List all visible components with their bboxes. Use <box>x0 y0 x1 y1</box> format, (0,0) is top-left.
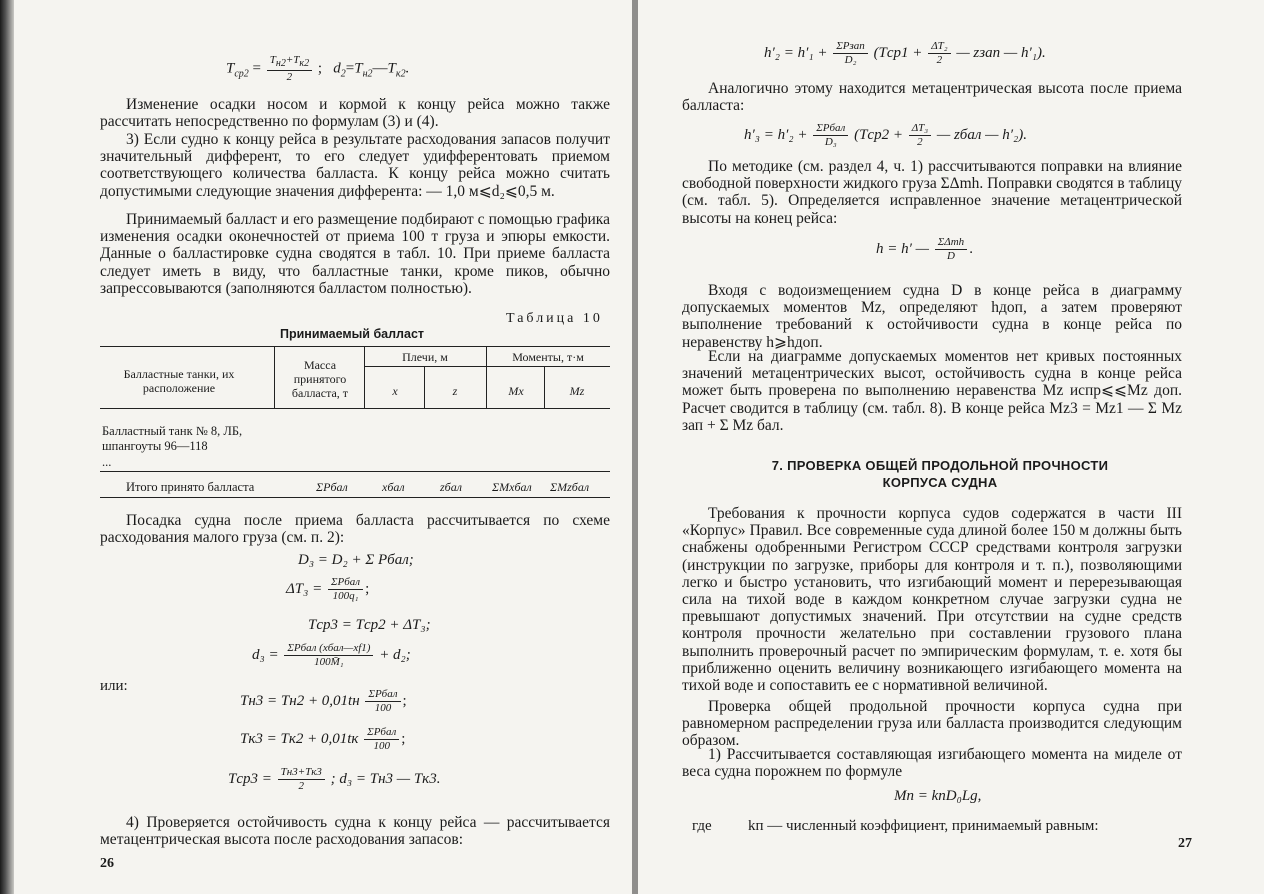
equation: h′₂ = h′₁ + $\frac{\text{ΣPзап}}{\text{D₂}}$ (Tср1 + $\frac{\text{ΔT₂}}{2}$ — zзап — h′₁). <box>764 40 1046 66</box>
table-row: Балластный танк № 8, ЛБ, шпангоуты 96—118 <box>102 424 243 453</box>
page-number: 27 <box>1178 836 1192 851</box>
equation: h′₃ = h′₂ + $\frac{\text{ΣPбал}}{\text{D₃}}$ (Tср2 + $\frac{\text{ΔT₃}}{2}$ — zбал — h′₂). <box>744 122 1027 148</box>
left-page <box>14 0 632 894</box>
table-label: Таблица 10 <box>506 311 603 326</box>
where-label: где <box>692 818 712 834</box>
table-total-cell: zбал <box>440 480 462 494</box>
equation: h = h′ — $\frac{\text{ΣΔmh}}{D}$ . <box>876 236 973 262</box>
paragraph: 4) Проверяется остойчивость судна к концу рейса — рассчитывается метацентрическая высота после расходования запасов: <box>100 814 610 849</box>
paragraph: Требования к прочности корпуса судов содержатся в части III «Корпус» Правил. Все современные суда длиной более 150 м должны быть снабжены одобренными Регистром СССР средствами контроля загрузки (инструкции по загрузке, приборы для контроля и т. п.), позволяющими легко и быстро установить, что изгибающий момент и перерезывающая сила на тихой воде в каждом конкретном случае загрузки судна не превышают допустимых значений. При отсутствии на судне средств контроля прочности желательно при составлении грузового плана выполнить проверочный расчет по эмпирическим формулам, т. е. хотя бы приближенно оценить величину возникающего изгибающего момента на тихой воде и сопоставить ее с нормативной величиной. <box>682 505 1182 695</box>
table-total-cell: ΣMzбал <box>550 480 590 494</box>
paragraph: Принимаемый балласт и его размещение подбирают с помощью графика изменения осадки оконечностей от приема 100 т груза и эпюры емкости. Данные о балластировке судна сводятся в табл. 10. При приеме балласта следует иметь в виду, что балластные танки, кроме пиков, обычно запрессовываются (заполняются балластом полностью). <box>100 211 610 297</box>
table-header: Моменты, т·м <box>512 350 584 364</box>
equation: d₃ = $\frac{\text{ΣPбал (xбал—xf1)}}{\text{100M̄₁}}$ + d₂; <box>252 642 411 668</box>
paragraph: Если на диаграмме допускаемых моментов нет кривых постоянных значений метацентрических высот, остойчивость судна в конце рейса может быть проверена по выполнению неравенства Mz испр⩽⩽Mz доп. Расчет сводится в таблицу (см. табл. 8). В конце рейса Mz3 = Mz1 — Σ Mz зап + Σ Mz бал. <box>682 348 1182 434</box>
equation: Tср3 = $\frac{Tн3+Tк3}{2}$ ; d₃ = Tн3 — Tк3. <box>228 766 441 792</box>
table-subheader: Mz <box>569 384 585 398</box>
table-subheader: z <box>452 384 458 398</box>
table-row: ... <box>102 455 112 469</box>
table-total-label: Итого принято балласта <box>126 480 255 494</box>
page-number: 26 <box>100 856 114 871</box>
table-divider <box>274 346 275 408</box>
table-subheader: Mx <box>508 384 524 398</box>
section-heading: 7. ПРОВЕРКА ОБЩЕЙ ПРОДОЛЬНОЙ ПРОЧНОСТИ КОРПУСА СУДНА <box>771 458 1109 490</box>
paragraph: 3) Если судно к концу рейса в результате расходования запасов получит значительный дифферент, то его следует удифферентовать приемом соответствующего количества балласта. К концу рейса можно считать допустимыми следующие значения дифферента: — 1,0 м⩽d₂⩽0,5 м. <box>100 131 610 200</box>
book-gutter <box>632 0 638 894</box>
table-subheader: x <box>392 384 398 398</box>
paragraph: 1) Рассчитывается составляющая изгибающего момента на миделе от веса судна порожнем по формуле <box>682 746 1182 781</box>
table-rule <box>100 408 610 409</box>
table-total-cell: ΣPбал <box>316 480 348 494</box>
table-rule <box>100 497 610 498</box>
paragraph: Посадка судна после приема балласта рассчитывается по схеме расходования малого груза (см. п. 2): <box>100 512 610 547</box>
paragraph: Входя с водоизмещением судна D в конце рейса в диаграмму допускаемых моментов Mz, определяют hдоп, а затем проверяют выполнение требований к остойчивости судна в конце рейса по неравенству h⩾hдоп. <box>682 282 1182 351</box>
table-rule <box>100 471 610 472</box>
paragraph: Проверка общей продольной прочности корпуса судна при равномерном распределении груза или балласта производится следующим образом. <box>682 698 1182 750</box>
table-rule <box>364 366 610 367</box>
equation: ΔT₃ = $\frac{\text{ΣPбал}}{\text{100q₁}}$ ; <box>286 576 370 602</box>
table-divider <box>424 366 425 408</box>
or-label: или: <box>100 678 128 694</box>
book-binding-shadow <box>0 0 14 894</box>
table-divider <box>364 346 365 408</box>
table-total-cell: ΣMxбал <box>492 480 532 494</box>
equation: Mп = kпD₀Lg, <box>894 788 982 804</box>
table-header: Масса принятого балласта, т <box>291 358 349 400</box>
table-header: Плечи, м <box>402 350 448 364</box>
where-text: kп — численный коэффициент, принимаемый равным: <box>748 818 1099 834</box>
equation: Tср3 = Tср2 + ΔT₃; <box>308 617 431 633</box>
table-header: Балластные танки, их расположение <box>123 367 235 395</box>
table-caption: Принимаемый балласт <box>280 327 425 341</box>
paragraph: Изменение осадки носом и кормой к концу рейса можно также рассчитать непосредственно по формулам (3) и (4). <box>100 96 610 131</box>
table-divider <box>486 346 487 408</box>
paragraph: По методике (см. раздел 4, ч. 1) рассчитываются поправки на влияние свободной поверхности жидкого груза ΣΔmh. Поправки сводятся в таблицу (см. табл. 5). Определяется исправленное значение метацентрической высоты на конец рейса: <box>682 158 1182 227</box>
right-page <box>640 0 1264 894</box>
equation: Tн3 = Tн2 + 0,01tн $\frac{\text{ΣPбал}}{100}$ ; <box>240 688 407 714</box>
table-total-cell: xбал <box>382 480 405 494</box>
paragraph: Аналогично этому находится метацентрическая высота после приема балласта: <box>682 80 1182 115</box>
equation: Tк3 = Tк2 + 0,01tк $\frac{\text{ΣPбал}}{100}$ ; <box>240 726 406 752</box>
table-divider <box>544 366 545 408</box>
table-rule <box>100 346 610 347</box>
equation: D₃ = D₂ + Σ Pбал; <box>298 552 414 568</box>
formula-tcp2: $T_{ср2}$ = $\frac{T_{н2}+T_{к2}}{2}$ ; $d_2=T_{н2}—T_{к2}$. <box>226 54 410 84</box>
